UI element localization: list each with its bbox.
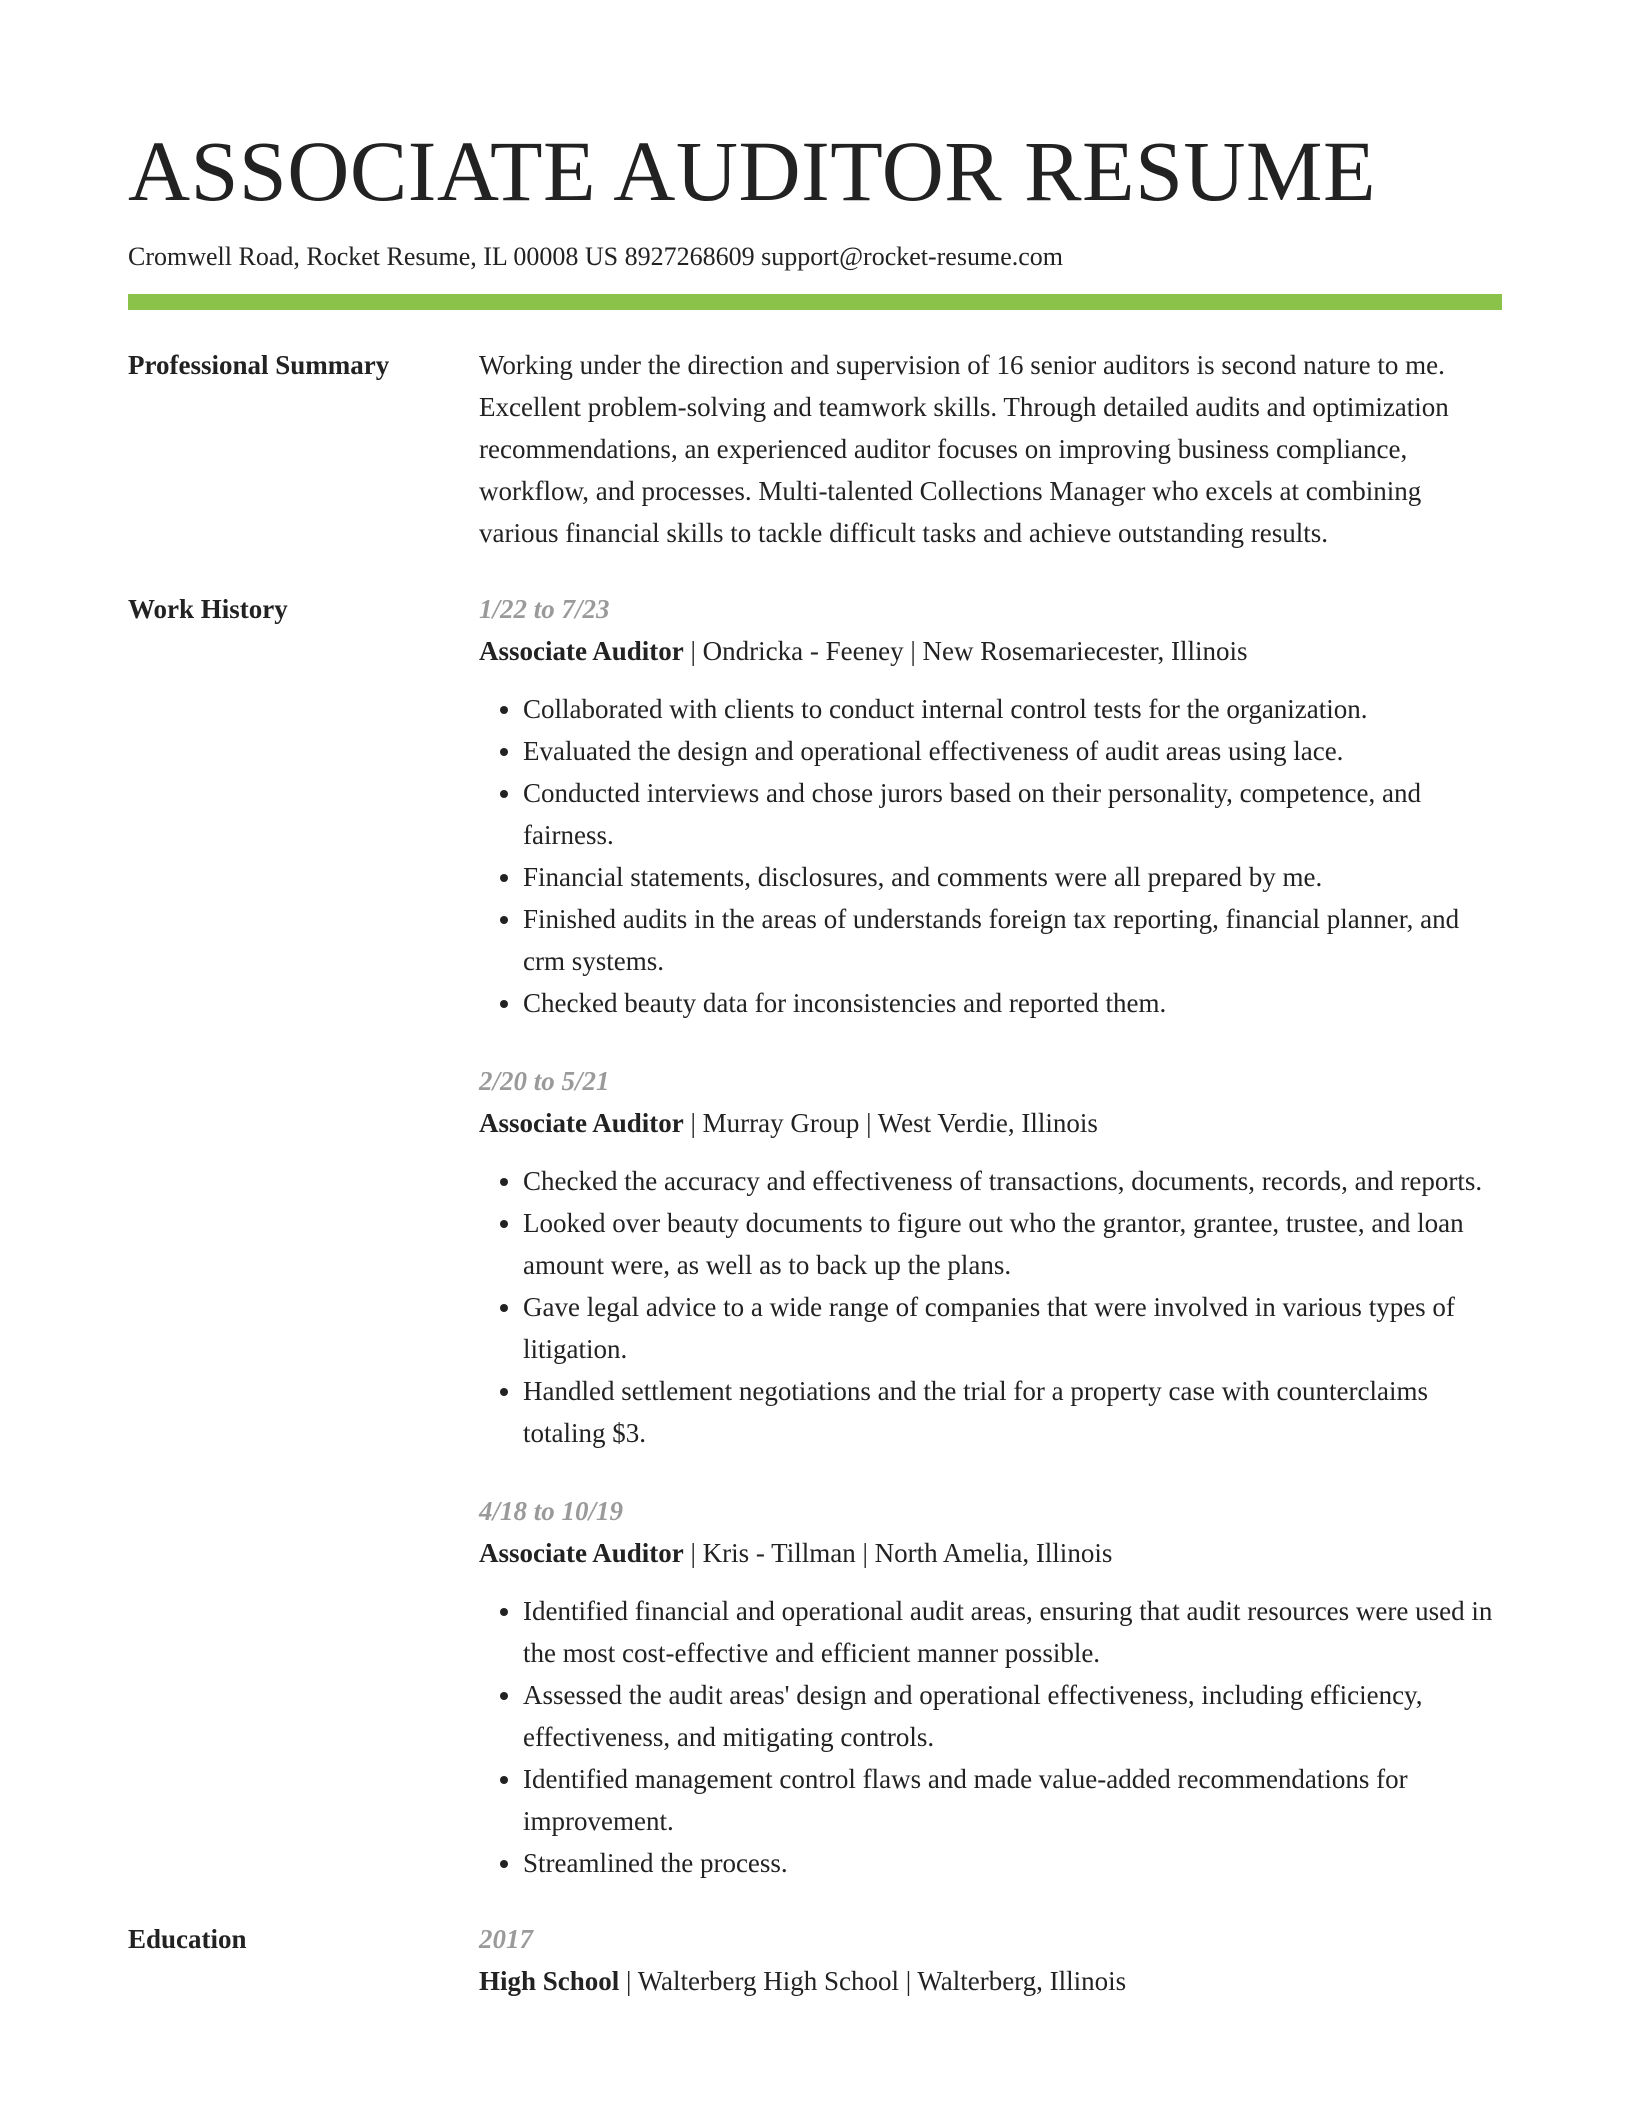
summary-text: Working under the direction and supervision of 16 senior auditors is second nature to me. Excellent problem-solving and teamwork skills. Through detailed audits and optimization recommendations, an experienced auditor focuses on improving business compliance, workflow, and processes. Multi-talented Collections Manager who excels at combining various financial skills to tackle difficult tasks and achieve outstanding results. [479, 350, 1449, 548]
job-details: | Kris - Tillman | North Amelia, Illinois [683, 1538, 1113, 1568]
job-bullet: • Handled settlement negotiations and the trial for a property case with counterclaims totaling $3. [523, 1370, 1502, 1454]
job-bullet: • Conducted interviews and chose jurors based on their personality, competence, and fairness. [523, 772, 1502, 856]
job-dates: 4/18 to 10/19 [479, 1496, 624, 1526]
resume-title: ASSOCIATE AUDITOR RESUME [128, 123, 1376, 219]
job-bullets [479, 1160, 1502, 1454]
education-degree: High School [479, 1966, 620, 1996]
job-entry [479, 588, 1502, 1024]
job-bullet: • Gave legal advice to a wide range of companies that were involved in various types of litigation. [523, 1286, 1502, 1370]
work-history-section [128, 588, 1502, 1884]
education-content [479, 1918, 1502, 2002]
job-bullet: • Assessed the audit areas' design and operational effectiveness, including efficiency, effectiveness, and mitigating controls. [523, 1674, 1502, 1758]
job-bullet: • Finished audits in the areas of understands foreign tax reporting, financial planner, and crm systems. [523, 898, 1502, 982]
job-heading [479, 630, 1502, 672]
contact-line: Cromwell Road, Rocket Resume, IL 00008 US 8927268609 support@rocket-resume.com [128, 242, 1063, 271]
job-heading [479, 1102, 1502, 1144]
job-bullet: • Collaborated with clients to conduct internal control tests for the organization. [523, 688, 1502, 730]
job-details: | Murray Group | West Verdie, Illinois [683, 1108, 1098, 1138]
job-bullet: • Identified financial and operational audit areas, ensuring that audit resources were used in the most cost-effective and efficient manner possible. [523, 1590, 1502, 1674]
resume-page [128, 0, 1502, 2002]
job-title: Associate Auditor [479, 1108, 684, 1138]
section-label-education: Education [128, 1924, 247, 1954]
section-label-summary: Professional Summary [128, 350, 390, 380]
job-details: | Ondricka - Feeney | New Rosemariecester, Illinois [683, 636, 1248, 666]
education-dates: 2017 [479, 1924, 533, 1954]
job-title: Associate Auditor [479, 636, 684, 666]
job-dates: 2/20 to 5/21 [479, 1066, 610, 1096]
job-title: Associate Auditor [479, 1538, 684, 1568]
job-bullet: • Checked beauty data for inconsistencies and reported them. [523, 982, 1502, 1024]
work-history-content [479, 588, 1502, 1884]
accent-divider [128, 294, 1502, 310]
summary-content [479, 344, 1502, 554]
job-bullet: • Checked the accuracy and effectiveness of transactions, documents, records, and reports. [523, 1160, 1502, 1202]
job-bullets [479, 688, 1502, 1024]
job-entry [479, 1060, 1502, 1454]
job-heading [479, 1532, 1502, 1574]
job-bullet: • Streamlined the process. [523, 1842, 1502, 1884]
job-entry [479, 1490, 1502, 1884]
job-bullets [479, 1590, 1502, 1884]
job-dates: 1/22 to 7/23 [479, 594, 610, 624]
job-bullet: • Evaluated the design and operational effectiveness of audit areas using lace. [523, 730, 1502, 772]
job-bullet: • Identified management control flaws and made value-added recommendations for improvement. [523, 1758, 1502, 1842]
summary-section [128, 344, 1502, 554]
section-label-work-history: Work History [128, 594, 288, 624]
education-details: | Walterberg High School | Walterberg, Illinois [619, 1966, 1127, 1996]
education-heading [479, 1960, 1502, 2002]
education-section [128, 1918, 1502, 2002]
job-bullet: • Financial statements, disclosures, and comments were all prepared by me. [523, 856, 1502, 898]
job-bullet: • Looked over beauty documents to figure out who the grantor, grantee, trustee, and loan amount were, as well as to back up the plans. [523, 1202, 1502, 1286]
